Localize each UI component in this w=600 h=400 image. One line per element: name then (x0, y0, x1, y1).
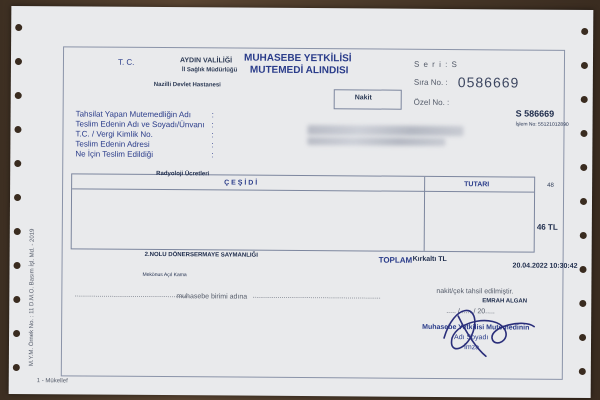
radyoloji-label: Radyoloji Ücretleri (156, 170, 210, 178)
right-tractor-holes (577, 16, 592, 396)
islem-number: İşlem No: 55121012890 (515, 121, 569, 128)
seri-label: S e r i : S (413, 59, 458, 70)
nakit-cek-label: nakit/çek tahsil edilmiştir. (436, 287, 514, 296)
perforation-hole (579, 368, 586, 375)
datetime-value: 20.04.2022 10:30:42 (512, 262, 578, 270)
receipt-form (61, 46, 578, 379)
hastane-label: Nazilli Devlet Hastanesi (153, 81, 221, 89)
perforation-hole (14, 262, 21, 269)
handwritten-signature (434, 298, 544, 361)
field-colons: : : : : : (211, 110, 214, 160)
perforation-hole (579, 300, 586, 307)
field-label-adres: Teslim Edenin Adresi (75, 139, 150, 149)
toplam-label: TOPLAM (378, 255, 413, 265)
perforation-hole (13, 364, 20, 371)
tc-label: T. C. (117, 57, 135, 67)
receipt-paper (9, 6, 594, 398)
perforation-hole (579, 334, 586, 341)
field-label-ne-icin: Ne İçin Teslim Edildiği (75, 149, 154, 159)
cesidi-header: Ç E Ş İ D İ (224, 179, 258, 187)
ozel-label: Özel No. : (413, 97, 450, 108)
date-line: ..... / ..... / 20..... (446, 308, 495, 316)
perforation-hole (15, 58, 22, 65)
perforation-hole (13, 296, 20, 303)
emrah-label: EMRAH ALGAN (482, 298, 528, 305)
nakit-label: Nakit (354, 94, 372, 102)
dots-middle: .................................................................. (252, 292, 381, 301)
perforation-hole (15, 92, 22, 99)
birim-adina-label: muhasebe birimi adına (176, 293, 248, 301)
amount-value: 46 TL (536, 222, 558, 232)
items-table (71, 170, 536, 252)
mekan-label: Mekönus Açıl Kama (142, 271, 187, 279)
table-header-divider (72, 188, 534, 192)
adi-soyadi-label: Adı Soyadı (454, 334, 489, 342)
perforation-hole (14, 194, 21, 201)
doner-label: 2.NOLU DÖNERSERMAYE SAYMANLIĞI (144, 251, 258, 259)
imza-label: İmza (463, 344, 480, 352)
mukellef-label: 1 - Mükellef (36, 378, 68, 385)
sira-label: Sıra No. : (413, 77, 448, 88)
redacted-id (307, 137, 445, 146)
field-labels (75, 109, 204, 160)
perforation-hole (15, 24, 22, 31)
perforation-hole (580, 266, 587, 273)
field-label-mutemed: Tahsilat Yapan Mutemedliğin Adı (75, 109, 191, 120)
table-column-divider (424, 177, 426, 251)
title-line-2: MUTEMEDİ ALINDISI (249, 64, 349, 77)
side-print-info: M.Y.M. Örnek No. : 11 D.M.O. Basım İşl. Md. - 2019 (28, 228, 36, 367)
nakit-box (334, 89, 402, 109)
perforation-hole (14, 228, 21, 235)
margin-number: 48 (547, 182, 554, 189)
perforation-hole (581, 96, 588, 103)
redacted-name (307, 125, 463, 136)
perforation-hole (580, 130, 587, 137)
perforation-hole (580, 232, 587, 239)
mudurluk-label: İl Sağlık Müdürlüğü (181, 67, 238, 74)
perforation-hole (14, 160, 21, 167)
tutari-header: TUTARI (464, 181, 490, 189)
perforation-hole (14, 126, 21, 133)
perforation-hole (580, 164, 587, 171)
yetkili-label: Muhasebe Yetkilisi Mutemedinin (422, 323, 530, 332)
valilik-label: AYDIN VALİLİĞİ (179, 57, 233, 65)
sira-number: 0586669 (457, 74, 520, 91)
left-tractor-holes (11, 12, 26, 392)
stamp-number: S 586669 (515, 108, 555, 119)
perforation-hole (580, 198, 587, 205)
dots-left: ........................................................... (74, 291, 190, 300)
perforation-hole (581, 62, 588, 69)
kirkalti-label: Kırkaltı TL (412, 255, 447, 264)
perforation-hole (581, 28, 588, 35)
field-label-teslim-eden: Teslim Edenin Adı ve Soyadı/Ünvanı (75, 119, 205, 130)
field-label-tc-no: T.C. / Vergi Kimlik No. (75, 129, 153, 139)
perforation-hole (13, 330, 20, 337)
title-line-1: MUHASEBE YETKİLİSİ (243, 52, 352, 65)
